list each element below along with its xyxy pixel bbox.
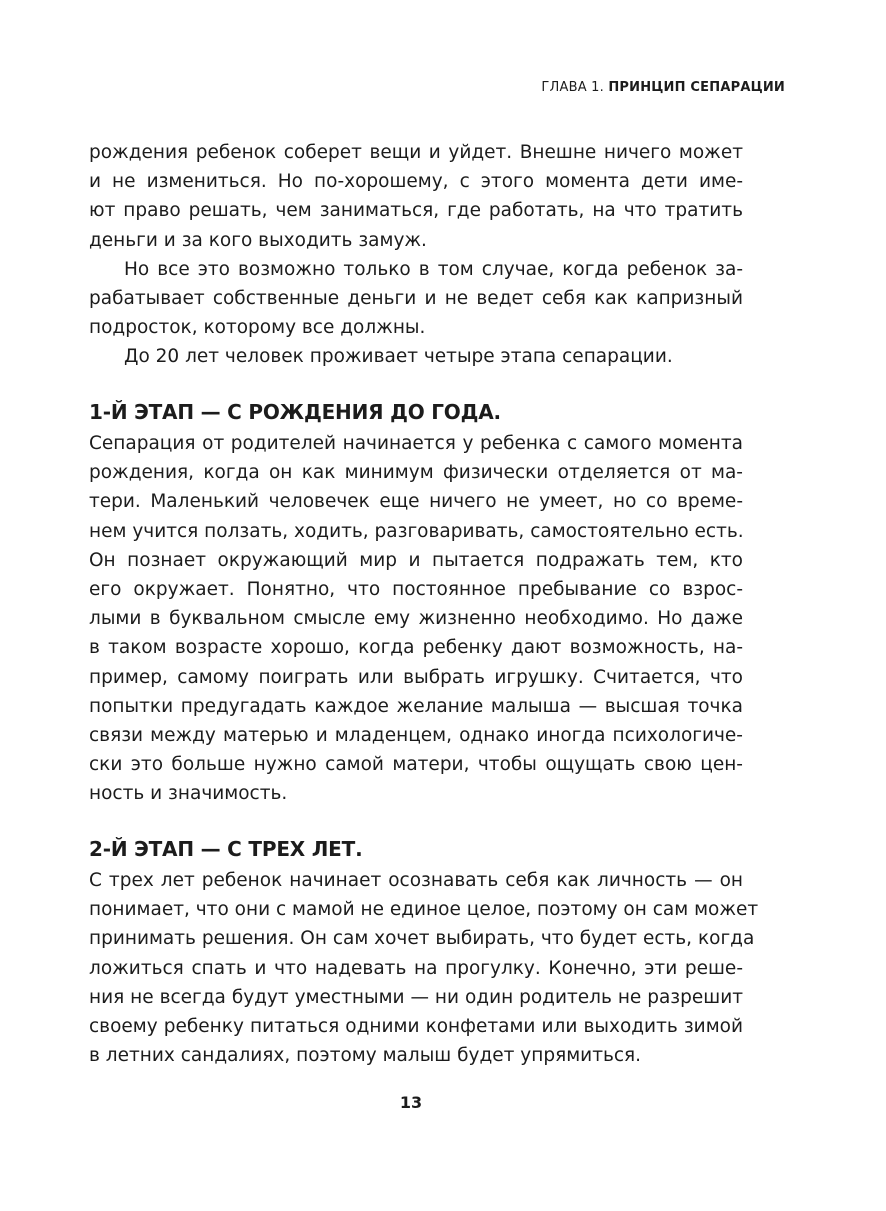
text-line: рабатывает собственные деньги и не ведет себя как капризный [89,287,743,309]
section-heading-stage-1: 1-Й ЭТАП — С РОЖДЕНИЯ ДО ГОДА. [89,400,501,424]
page-number: 13 [399,1093,423,1112]
text-line: Но все это возможно только в том случае, когда ребенок за- [124,258,743,280]
text-line: рождения, когда он как минимум физически отделяется от ма- [89,462,743,484]
text-line: своему ребенку питаться одними конфетами или выходить зимой [89,1015,743,1037]
text-line: пример, самому поиграть или выбрать игрушку. Считается, что [89,666,743,688]
text-line: Сепарация от родителей начинается у ребенка с самого момента [89,433,743,454]
text-line: Он познает окружающий мир и пытается подражать тем, кто [89,549,743,571]
running-head-title: ПРИНЦИП СЕПАРАЦИИ [608,80,785,95]
text-line: подросток, которому все должны. [89,317,426,339]
text-line: деньги и за кого выходить замуж. [89,229,427,251]
text-line: тери. Маленький человечек еще ничего не умеет, но со време- [89,491,743,513]
text-line: попытки предугадать каждое желание малыша — высшая точка [89,695,743,717]
text-line: До 20 лет человек проживает четыре этапа сепарации. [124,346,673,368]
section-heading-stage-2: 2-Й ЭТАП — С ТРЕХ ЛЕТ. [89,837,363,861]
section-1-body [89,429,743,808]
text-line: связи между матерью и младенцем, однако иногда психологиче- [89,724,743,746]
text-line: ют право решать, чем заниматься, где работать, на что тратить [89,200,743,222]
text-line: лыми в буквальном смысле ему жизненно необходимо. Но даже [89,608,743,630]
text-line: С трех лет ребенок начинает осознавать себя как личность — он [89,870,743,891]
text-line: нем учится ползать, ходить, разговаривать, самостоятельно есть. [89,520,744,542]
text-line: принимать решения. Он сам хочет выбирать, что будет есть, когда [89,928,755,950]
text-line: и не измениться. Но по-хорошему, с этого момента дети име- [89,171,743,193]
text-line: в таком возрасте хорошо, когда ребенку дают возможность, на- [89,637,743,659]
text-line: рождения ребенок соберет вещи и уйдет. Внешне ничего может [89,142,743,163]
running-head [541,80,785,95]
text-line: ность и значимость. [89,783,288,805]
intro-paragraphs [89,138,743,372]
text-line: ложиться спать и что надевать на прогулку. Конечно, эти реше- [89,957,743,979]
text-line: ния не всегда будут уместными — ни один родитель не разрешит [89,986,743,1008]
section-2-body [89,866,759,1070]
text-line: понимает, что они с мамой не единое целое, поэтому он сам может [89,899,759,921]
text-line: ски это больше нужно самой матери, чтобы ощущать свою цен- [89,754,743,776]
running-head-chapter: ГЛАВА 1. [541,80,604,95]
text-line: в летних сандалиях, поэтому малыш будет упрямиться. [89,1045,642,1067]
text-line: его окружает. Понятно, что постоянное пребывание со взрос- [89,578,743,600]
